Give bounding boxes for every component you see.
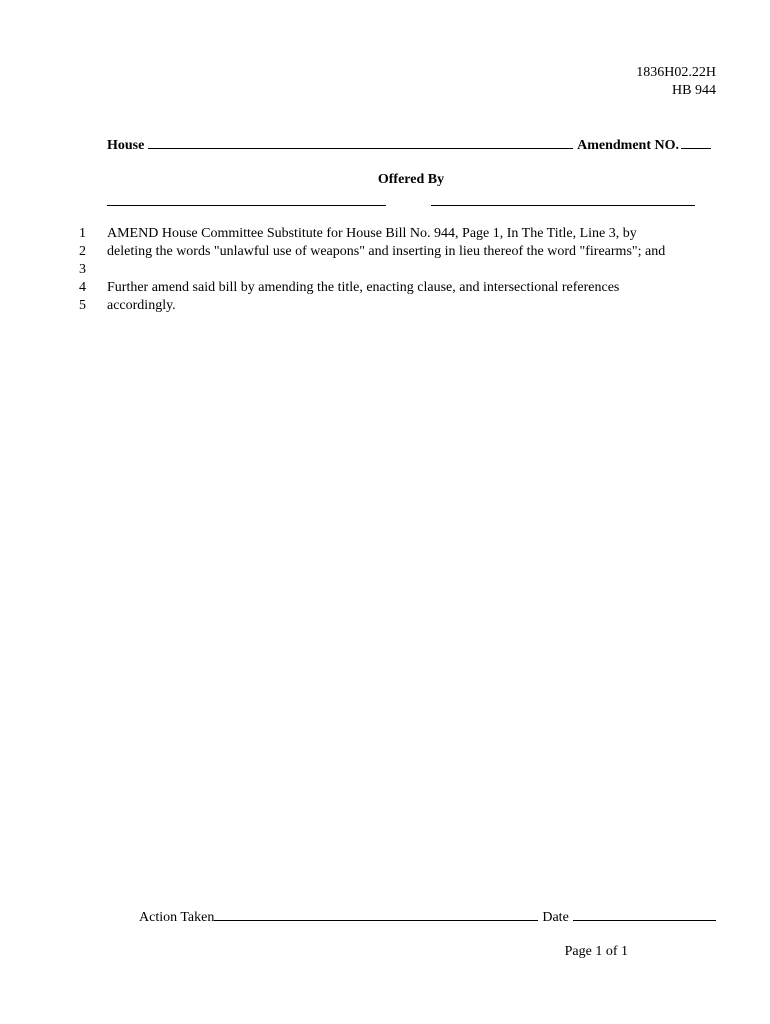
- line-number: 1: [79, 226, 86, 241]
- action-taken-blank: [214, 907, 538, 921]
- amendment-text-line: AMEND House Committee Substitute for House Bill No. 944, Page 1, In The Title, Line 3, by: [107, 226, 637, 241]
- date-label: Date: [542, 910, 569, 925]
- signature-line-left: [107, 205, 386, 206]
- amendment-text-line: deleting the words "unlawful use of weapons" and inserting in lieu thereof the word "firearms"; and: [107, 244, 666, 259]
- date-blank: [573, 907, 716, 921]
- amendment-label: Amendment NO.: [577, 138, 679, 153]
- action-taken-row: [139, 907, 716, 927]
- signature-line-right: [431, 205, 695, 206]
- amendment-header: [107, 135, 711, 155]
- amendment-number-blank: [681, 135, 711, 149]
- page-number: Page 1 of 1: [564, 944, 628, 959]
- line-number: 5: [79, 298, 86, 313]
- line-number: 3: [79, 262, 86, 277]
- action-taken-label: Action Taken: [139, 910, 215, 925]
- offered-by-label: Offered By: [377, 172, 445, 187]
- document-id: 1836H02.22H: [636, 65, 716, 80]
- line-number: 4: [79, 280, 86, 295]
- house-blank-line: [148, 135, 573, 149]
- amendment-text-line: Further amend said bill by amending the title, enacting clause, and intersectional references: [107, 280, 620, 295]
- bill-number: HB 944: [672, 83, 716, 98]
- house-label: House: [107, 138, 145, 153]
- line-number: 2: [79, 244, 86, 259]
- amendment-text-line: accordingly.: [107, 298, 176, 313]
